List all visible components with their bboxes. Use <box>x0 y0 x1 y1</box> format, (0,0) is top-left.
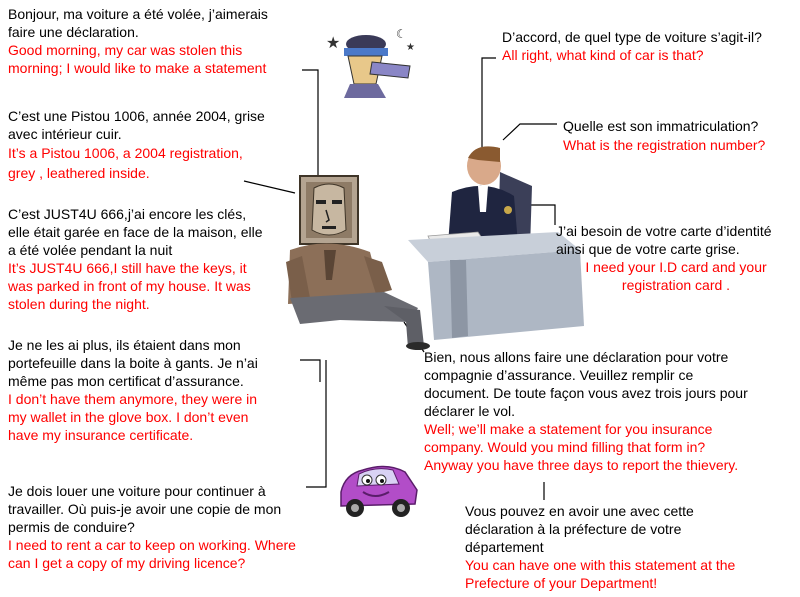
english-translation: It’s a Pistou 1006, a 2004 registration, grey , leathered inside. <box>8 145 243 181</box>
french-text: D’accord, de quel type de voiture s’agit-il? <box>502 29 762 45</box>
dialogue-officer-statement <box>424 348 796 474</box>
french-text: Quelle est son immatriculation? <box>563 118 759 134</box>
svg-text:★: ★ <box>326 33 341 52</box>
english-translation: What is the registration number? <box>563 137 766 153</box>
french-text: Je dois louer une voiture pour continuer à travailler. Où puis-je avoir une copie de mon permis de conduire? <box>8 483 282 535</box>
dialogue-officer-car-type <box>502 28 797 64</box>
thief-clipart-icon <box>322 26 422 98</box>
french-text: Je ne les ai plus, ils étaient dans mon portefeuille dans la boite à gants. Je n’ai même pas mon certificat d’assurance. <box>8 337 258 389</box>
english-translation: I need to rent a car to keep on working. Where can I get a copy of my driving licence? <box>8 537 296 571</box>
dialogue-customer-car-description <box>8 107 308 183</box>
dialogue-customer-registration-answer <box>8 205 308 313</box>
english-translation: I don’t have them anymore, they were in my wallet in the glove box. I don’t even have my insurance certificate. <box>8 391 258 443</box>
dialogue-customer-licence-copy <box>8 482 328 572</box>
svg-text:★: ★ <box>406 42 415 53</box>
english-translation: You can have one with this statement at the Prefecture of your Department! <box>465 557 736 591</box>
connector-line <box>306 360 326 487</box>
connector-line <box>503 124 557 140</box>
english-translation: All right, what kind of car is that? <box>502 47 704 63</box>
french-text: Bonjour, ma voiture a été volée, j’aimerais faire une déclaration. <box>8 6 268 40</box>
french-text: Bien, nous allons faire une déclaration pour votre compagnie d’assurance. Veuillez remplir ce document. De toute façon vous avez trois jours pour déclarer le vol. <box>424 349 748 419</box>
dialogue-customer-greeting <box>8 5 308 77</box>
english-translation: Good morning, my car was stolen this morning; I would like to make a statement <box>8 42 267 76</box>
english-translation: It’s JUST4U 666,I still have the keys, it was parked in front of my house. It was stolen during the night. <box>8 260 251 312</box>
dialogue-officer-prefecture <box>465 502 795 592</box>
french-text: Vous pouvez en avoir une avec cette déclaration à la préfecture de votre département <box>465 503 694 555</box>
french-text: J’ai besoin de votre carte d’identité ainsi que de votre carte grise. <box>556 223 772 257</box>
french-text: C’est une Pistou 1006, année 2004, grise avec intérieur cuir. <box>8 108 265 142</box>
dialogue-customer-lost-documents <box>8 336 308 444</box>
dialogue-officer-id-request <box>556 222 796 294</box>
french-text: C’est JUST4U 666,j’ai encore les clés, elle était garée en face de la maison, elle a été volée pendant la nuit <box>8 206 263 258</box>
svg-text:☾: ☾ <box>396 27 407 41</box>
english-translation: I need your I.D card and your registration card . <box>585 259 767 293</box>
connector-line <box>482 58 496 148</box>
purple-cartoon-car-icon <box>335 458 421 520</box>
dialogue-officer-registration-question <box>563 117 798 154</box>
english-translation: Well; we’ll make a statement for you insurance company. Would you mind filling that form in? Anyway you have three days to report the thievery. <box>424 421 739 473</box>
